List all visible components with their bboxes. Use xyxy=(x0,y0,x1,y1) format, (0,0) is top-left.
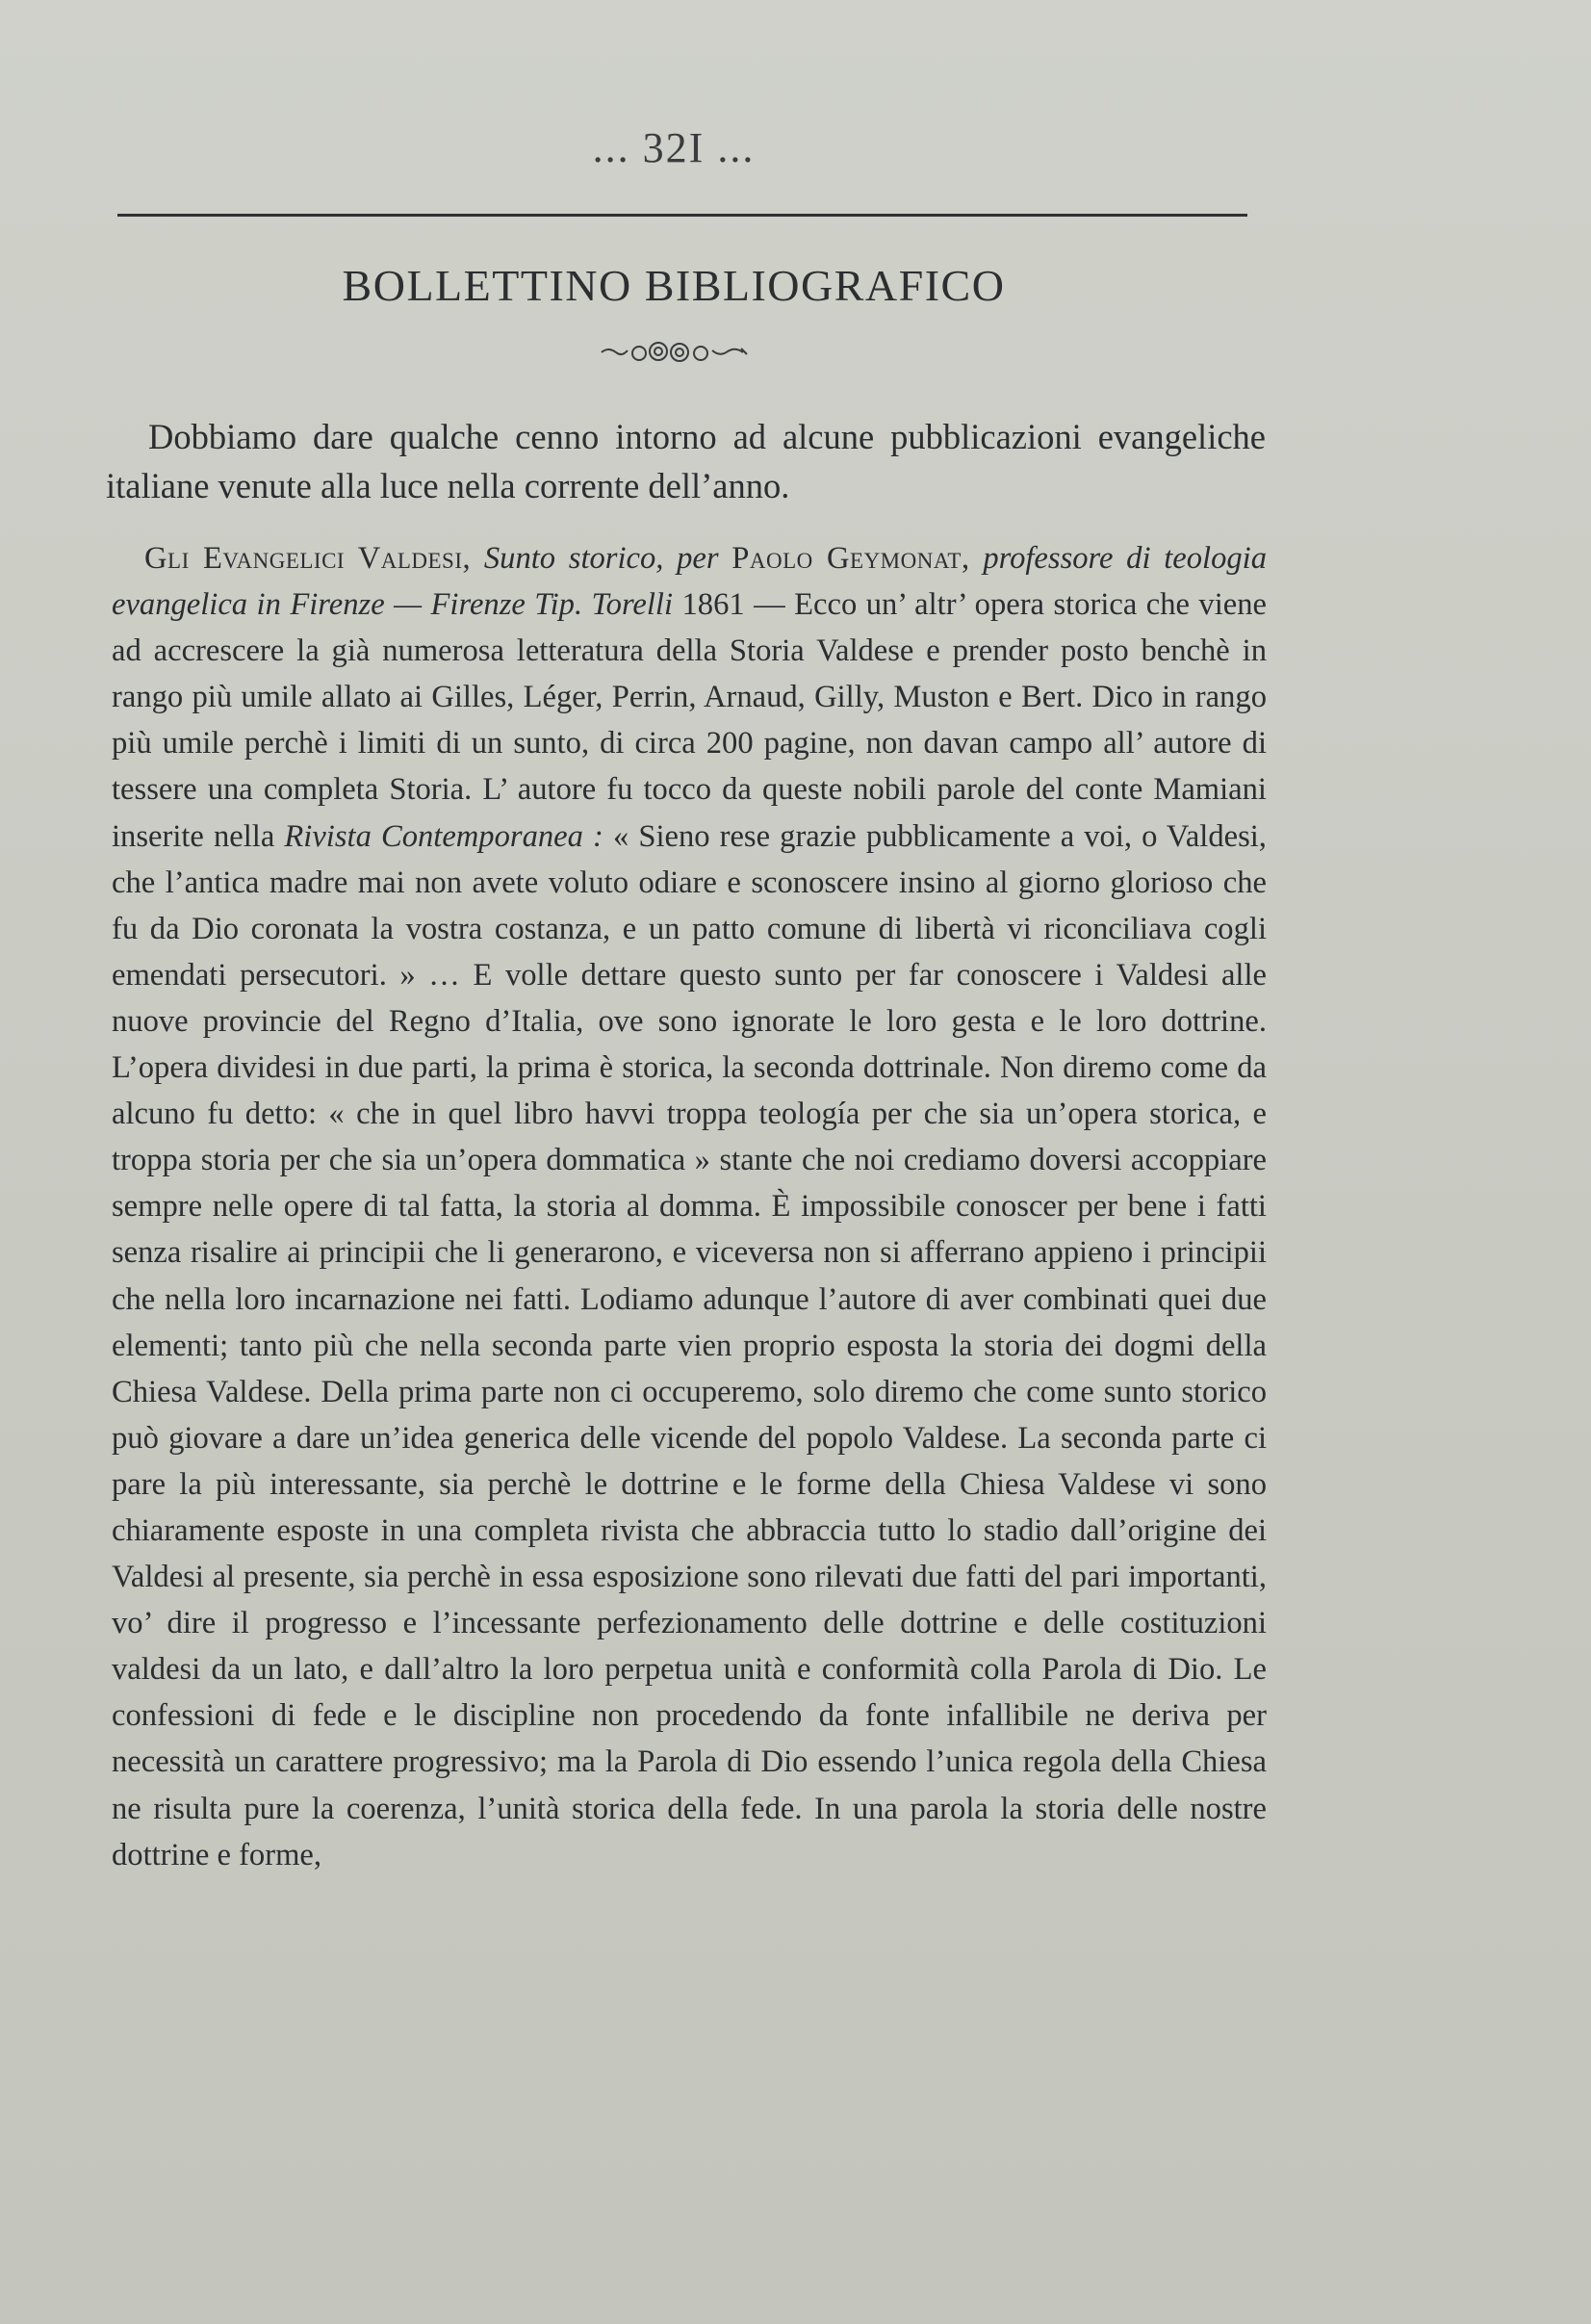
review-text-2: « Sieno rese grazie pubblicamente a voi, o Valdesi, che l’antica madre mai non avete voluto odiare e sconoscere insino al giorno glorioso che fu da Dio coronata la vostra costanza, e un patto comune di libertà vi riconciliava cogli emendati persecutori. » … E volle dettare questo sunto per far conoscere i Valdesi alle nuove provincie del Regno d’Italia, ove sono ignorate le loro gesta e le loro dottrine. L’opera dividesi in due parti, la prima è storica, la seconda dottrinale. Non diremo come da alcuno fu detto: « che in quel libro havvi troppa teología per che sia un’opera storica, e troppa storia per che sia un’opera dommatica » stante che noi crediamo doversi accoppiare sempre nelle opere di tal fatta, la storia al domma. È impossibile conoscer per bene i fatti senza risalire ai principii che li generarono, e viceversa non si afferrano appieno i principii che nella loro incarnazione nei fatti. Lodiamo adunque l’autore di aver combinati quei due elementi; tanto più che nella seconda parte vien proprio esposta la storia dei dogmi della Chiesa Valdese. Della prima parte non ci occuperemo, solo diremo che come sunto storico può giovare a dare un’idea generica delle vicende del popolo Valdese. La seconda parte ci pare la più interessante, sia perchè le dottrine e le forme della Chiesa Valdese vi sono chiaramente esposte in una completa rivista che abbraccia tutto lo stadio dall’origine dei Valdesi al presente, sia perchè in essa esposizione sono rilevati due fatti del pari importanti, vo’ dire il progresso e l’incessante perfezionamento delle dottrine e delle costituzioni valdesi da un lato, e dall’altro la loro perpetua unità e conformità colla Parola di Dio. Le confessioni di fede e le discipline non procedendo da fonte infallibile ne deriva per necessità un carattere progressivo; ma la Parola di Dio essendo l’unica regola della Chiesa ne risulta pure la coerenza, l’unità storica della fede. In una parola la storia delle nostre dottrine e forme, xyxy=(112,818,1267,1872)
review-paragraph xyxy=(112,535,1267,1878)
section-heading: BOLLETTINO BIBLIOGRAFICO xyxy=(342,261,1006,310)
book-subtitle: Sunto storico, per xyxy=(483,541,719,576)
journal-title: Rivista Contemporanea : xyxy=(284,818,603,854)
book-year: 1861 — xyxy=(681,587,785,623)
page-number: ... 32I ... xyxy=(592,124,756,171)
ornament-flourish-icon xyxy=(597,339,751,368)
book-author-role: professore di teologia evangelica in Firenze — Firenze Tip. Torelli xyxy=(112,541,1267,623)
review-text-1: Ecco un’ altr’ opera storica che viene ad accrescere la già numerosa letteratura della Storia Valdese e prender posto benchè in rango più umile allato ai Gilles, Léger, Perrin, Arnaud, Gilly, Muston e Bert. Dico in rango più umile perchè i limiti di un sunto, di circa 200 pagine, non davan campo all’ autore di tessere una completa Storia. L’ autore fu tocco da queste nobili parole del conte Mamiani inserite nella xyxy=(112,587,1267,854)
header-rule xyxy=(117,214,1247,217)
intro-paragraph: Dobbiamo dare qualche cenno intorno ad alcune pubblicazioni evangeliche italiane venute alla luce nella corrente dell’anno. xyxy=(106,417,1266,505)
book-author: Paolo Geymonat, xyxy=(731,541,970,576)
book-title: Gli Evangelici Valdesi, xyxy=(144,541,472,576)
